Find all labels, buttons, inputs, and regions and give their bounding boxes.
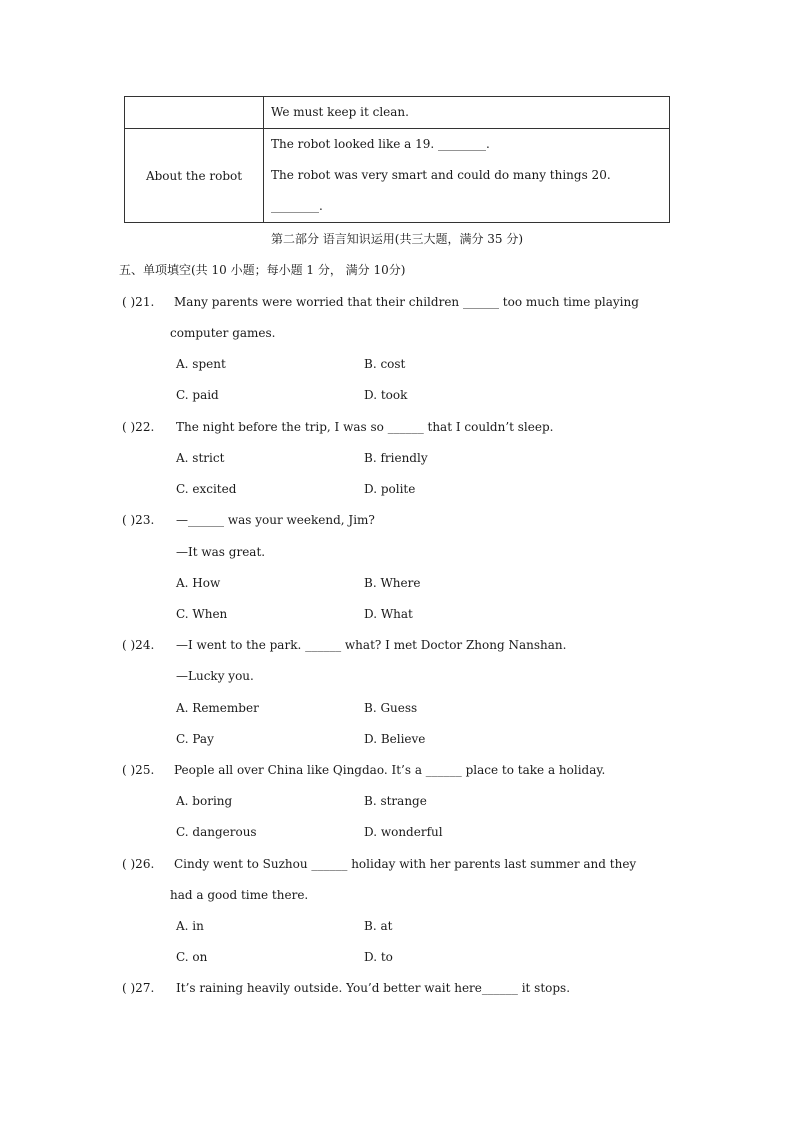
section-heading: 五、单项填空(共 10 小题；每小题 1 分， 满分 10分) bbox=[119, 263, 406, 277]
question-number: ( )22. bbox=[122, 420, 155, 434]
option-d: D. Believe bbox=[364, 732, 426, 746]
question-number: ( )21. bbox=[122, 295, 155, 309]
question-stem: The night before the trip, I was so ______ that I couldn’t sleep. bbox=[176, 420, 554, 434]
question-number: ( )24. bbox=[122, 638, 155, 652]
option-a: A. in bbox=[176, 919, 204, 933]
question-stem: Cindy went to Suzhou ______ holiday with her parents last summer and they bbox=[174, 857, 637, 871]
question-stem: Many parents were worried that their children ______ too much time playing bbox=[174, 295, 639, 309]
table-cell-label bbox=[125, 97, 264, 129]
table-cell-content bbox=[264, 97, 670, 129]
option-b: B. Guess bbox=[364, 701, 418, 715]
table-cell-label: About the robot bbox=[125, 129, 264, 223]
option-b: B. cost bbox=[364, 357, 406, 371]
table-line: ________. bbox=[271, 199, 323, 213]
option-a: A. Remember bbox=[176, 701, 259, 715]
question-stem: It’s raining heavily outside. You’d better wait here______ it stops. bbox=[176, 981, 571, 995]
question-stem: —It was great. bbox=[176, 545, 266, 559]
option-d: D. polite bbox=[364, 482, 416, 496]
option-c: C. dangerous bbox=[176, 825, 257, 839]
question-stem: People all over China like Qingdao. It’s a ______ place to take a holiday. bbox=[174, 763, 606, 777]
question-stem: —I went to the park. ______ what? I met Doctor Zhong Nanshan. bbox=[176, 638, 567, 652]
question-stem: had a good time there. bbox=[170, 888, 309, 902]
info-table bbox=[124, 96, 670, 223]
table-cell-content bbox=[264, 129, 670, 223]
option-c: C. When bbox=[176, 607, 228, 621]
table-line: The robot was very smart and could do many things 20. bbox=[271, 168, 611, 182]
table-line: We must keep it clean. bbox=[271, 105, 409, 119]
question-number: ( )27. bbox=[122, 981, 155, 995]
part-heading: 第二部分 语言知识运用(共三大题，满分 35 分) bbox=[270, 232, 524, 246]
option-c: C. paid bbox=[176, 388, 219, 402]
option-d: D. to bbox=[364, 950, 393, 964]
question-number: ( )23. bbox=[122, 513, 155, 527]
question-stem: —______ was your weekend, Jim? bbox=[176, 513, 375, 527]
option-d: D. wonderful bbox=[364, 825, 443, 839]
option-b: B. at bbox=[364, 919, 393, 933]
option-a: A. spent bbox=[176, 357, 226, 371]
question-number: ( )25. bbox=[122, 763, 155, 777]
option-d: D. What bbox=[364, 607, 413, 621]
option-c: C. excited bbox=[176, 482, 237, 496]
table-row bbox=[125, 129, 670, 223]
option-d: D. took bbox=[364, 388, 408, 402]
option-b: B. strange bbox=[364, 794, 427, 808]
question-stem: —Lucky you. bbox=[176, 669, 254, 683]
option-a: A. strict bbox=[176, 451, 225, 465]
option-c: C. Pay bbox=[176, 732, 214, 746]
option-c: C. on bbox=[176, 950, 208, 964]
table-line: The robot looked like a 19. ________. bbox=[271, 137, 490, 151]
option-a: A. boring bbox=[176, 794, 233, 808]
option-a: A. How bbox=[176, 576, 221, 590]
question-number: ( )26. bbox=[122, 857, 155, 871]
option-b: B. friendly bbox=[364, 451, 428, 465]
option-b: B. Where bbox=[364, 576, 421, 590]
question-stem: computer games. bbox=[170, 326, 276, 340]
table-row bbox=[125, 97, 670, 129]
